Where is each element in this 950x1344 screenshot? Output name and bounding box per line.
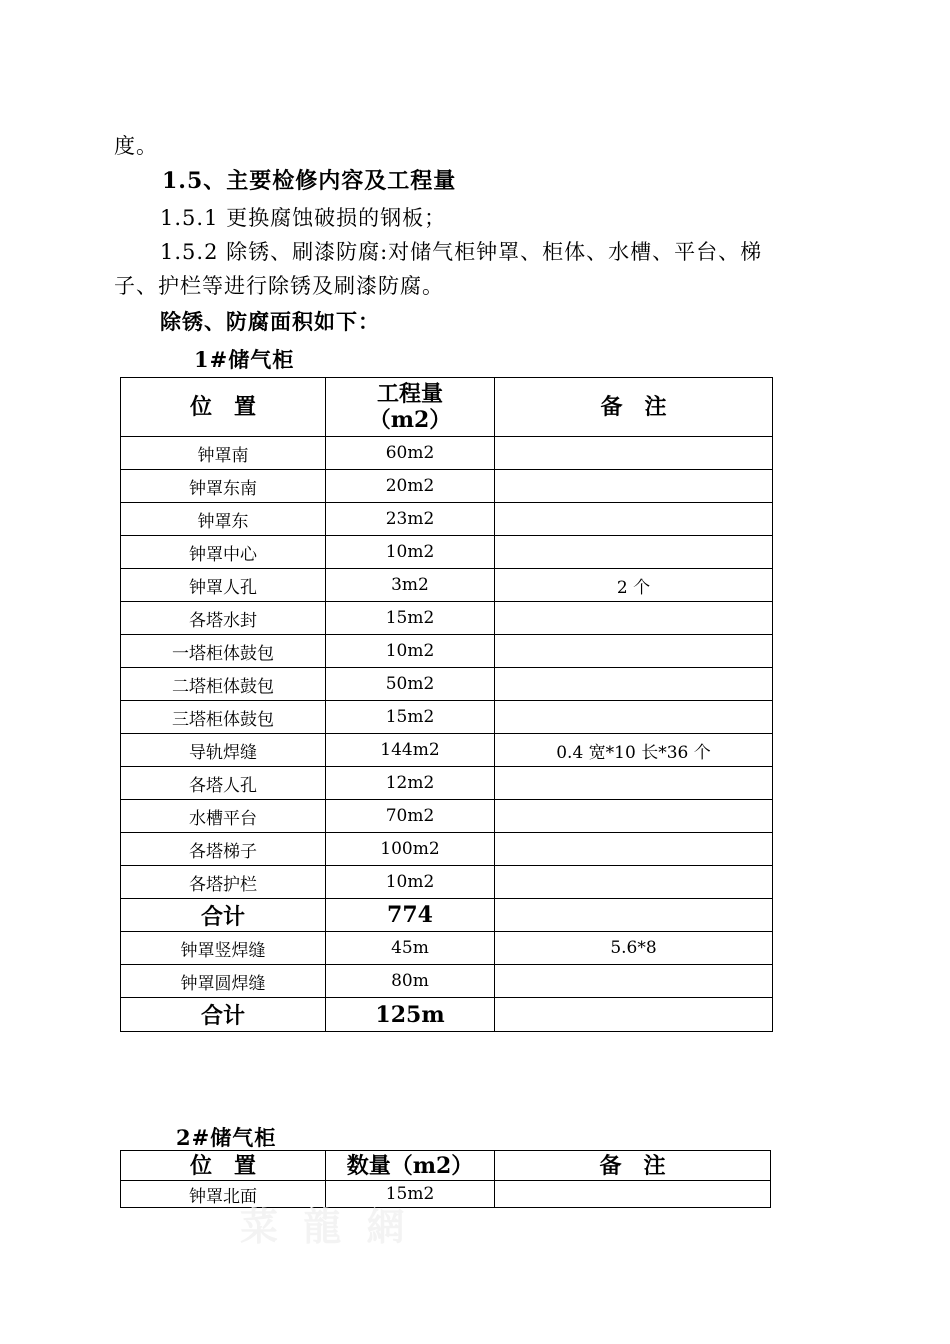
- cell-remark: [495, 503, 773, 536]
- header-position: 位 置: [121, 378, 326, 437]
- cell-remark: [495, 470, 773, 503]
- cell-remark: [495, 602, 773, 635]
- cell-quantity: 15m2: [326, 701, 495, 734]
- cell-remark: [495, 965, 773, 998]
- subtotal-row: [121, 998, 773, 1032]
- cell-remark: [495, 668, 773, 701]
- table-row: [121, 503, 773, 536]
- table-row: [121, 668, 773, 701]
- cell-quantity: 100m2: [326, 833, 495, 866]
- table-row: [121, 932, 773, 965]
- header-quantity-unit: （m2）: [368, 407, 452, 433]
- cell-position: 钟罩南: [121, 437, 326, 470]
- cell-quantity: 60m2: [326, 437, 495, 470]
- cell-remark: [495, 1181, 771, 1208]
- cell-quantity: 15m2: [326, 602, 495, 635]
- cell-position: 导轨焊缝: [121, 734, 326, 767]
- table-row: [121, 536, 773, 569]
- cell-position: 水槽平台: [121, 800, 326, 833]
- subtotal-row: [121, 899, 773, 932]
- table-1: [120, 377, 773, 1032]
- cell-position: 钟罩中心: [121, 536, 326, 569]
- item-2-line-2: 子、护栏等进行除锈及刷漆防腐。: [114, 274, 444, 298]
- table-row: [121, 866, 773, 899]
- cell-remark: [495, 536, 773, 569]
- cell-quantity: 20m2: [326, 470, 495, 503]
- header-quantity: [326, 378, 495, 437]
- area-title: 除锈、防腐面积如下：: [160, 309, 380, 334]
- cell-quantity: 15m2: [326, 1181, 495, 1208]
- cell-quantity: 3m2: [326, 569, 495, 602]
- cell-position: 各塔人孔: [121, 767, 326, 800]
- table-row: [121, 569, 773, 602]
- table-row: [121, 800, 773, 833]
- cell-position: 钟罩人孔: [121, 569, 326, 602]
- cell-remark: [495, 800, 773, 833]
- cell-quantity: 80m: [326, 965, 495, 998]
- header-quantity-label: 工程量: [376, 381, 443, 407]
- table-row: [121, 470, 773, 503]
- cell-quantity: 23m2: [326, 503, 495, 536]
- table-row: [121, 734, 773, 767]
- table-row: [121, 635, 773, 668]
- cell-position: 各塔护栏: [121, 866, 326, 899]
- cell-position: 各塔水封: [121, 602, 326, 635]
- continuation-text: 度。: [114, 134, 158, 158]
- table-row: [121, 767, 773, 800]
- header-remark: 备 注: [495, 378, 773, 437]
- item-1: 1.5.1 更换腐蚀破损的钢板；: [160, 206, 447, 230]
- cell-quantity: 774: [326, 899, 495, 932]
- cell-remark: [495, 635, 773, 668]
- cell-quantity: 12m2: [326, 767, 495, 800]
- cell-remark: [495, 767, 773, 800]
- cell-quantity: 45m: [326, 932, 495, 965]
- table2-header-row: [121, 1151, 771, 1181]
- table-2: [120, 1150, 771, 1208]
- cell-position: 钟罩东南: [121, 470, 326, 503]
- table-row: [121, 701, 773, 734]
- cell-position: 各塔梯子: [121, 833, 326, 866]
- cell-position: 一塔柜体鼓包: [121, 635, 326, 668]
- cell-remark: [495, 833, 773, 866]
- table-row: [121, 965, 773, 998]
- header-remark: 备 注: [495, 1151, 771, 1181]
- cell-quantity: 144m2: [326, 734, 495, 767]
- cell-position: 钟罩东: [121, 503, 326, 536]
- header-quantity: 数量（m2）: [326, 1151, 495, 1181]
- cell-remark: 5.6*8: [495, 932, 773, 965]
- item-2-line-1: 1.5.2 除锈、刷漆防腐:对储气柜钟罩、柜体、水槽、平台、梯: [160, 240, 763, 264]
- cell-quantity: 10m2: [326, 635, 495, 668]
- table1-title: 1#储气柜: [194, 347, 295, 372]
- header-position: 位 置: [121, 1151, 326, 1181]
- cell-remark: 2 个: [495, 569, 773, 602]
- cell-position: 二塔柜体鼓包: [121, 668, 326, 701]
- cell-quantity: 125m: [326, 998, 495, 1032]
- cell-remark: [495, 701, 773, 734]
- table2-title: 2#储气柜: [176, 1125, 277, 1150]
- cell-quantity: 70m2: [326, 800, 495, 833]
- table-row: [121, 1181, 771, 1208]
- cell-remark: [495, 998, 773, 1032]
- cell-remark: 0.4 宽*10 长*36 个: [495, 734, 773, 767]
- watermark: 菜 龍 網: [240, 1204, 411, 1249]
- cell-position: 合计: [121, 899, 326, 932]
- table-row: [121, 437, 773, 470]
- cell-position: 钟罩北面: [121, 1181, 326, 1208]
- cell-position: 三塔柜体鼓包: [121, 701, 326, 734]
- cell-position: 钟罩竖焊缝: [121, 932, 326, 965]
- cell-position: 钟罩圆焊缝: [121, 965, 326, 998]
- table1-header-row: [121, 378, 773, 437]
- cell-remark: [495, 866, 773, 899]
- cell-quantity: 10m2: [326, 866, 495, 899]
- cell-remark: [495, 437, 773, 470]
- section-heading: 1.5、主要检修内容及工程量: [162, 168, 457, 194]
- table-row: [121, 833, 773, 866]
- cell-quantity: 50m2: [326, 668, 495, 701]
- cell-quantity: 10m2: [326, 536, 495, 569]
- cell-position: 合计: [121, 998, 326, 1032]
- cell-remark: [495, 899, 773, 932]
- table-row: [121, 602, 773, 635]
